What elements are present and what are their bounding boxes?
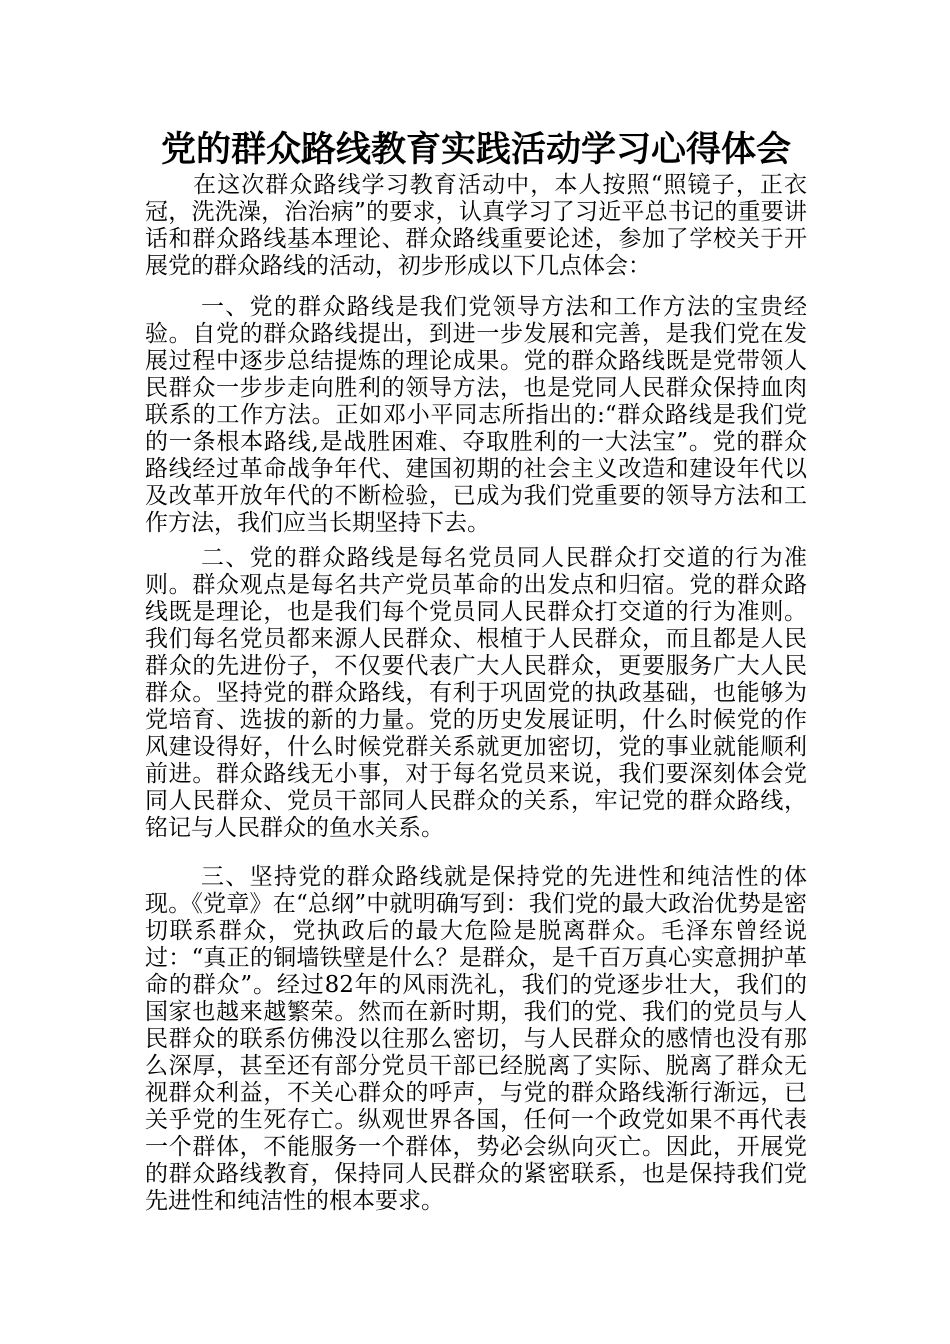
section-3-paragraph: 三、坚持党的群众路线就是保持党的先进性和纯洁性的体现。《党章》在“总纲”中就明确写到：我们党的最大政治优势是密切联系群众，党执政后的最大危险是脱离群众。毛泽东曾经说过：“真正的铜墙铁壁是什么？是群众，是千百万真心实意拥护革命的群众”。经过82年的风雨洗礼，我们的党逐步壮大，我们的国家也越来越繁荣。然而在新时期，我们的党、我们的党员与人民群众的联系仿佛没以往那么密切，与人民群众的感情也没有那么深厚，甚至还有部分党员干部已经脱离了实际、脱离了群众无视群众利益，不关心群众的呼声，与党的群众路线渐行渐远，已关乎党的生死存亡。纵观世界各国，任何一个政党如果不再代表一个群体，不能服务一个群体，势必会纵向灭亡。因此，开展党的群众路线教育，保持同人民群众的紧密联系，也是保持我们党先进性和纯洁性的根本要求。 [145,864,807,1214]
section-2-paragraph: 二、党的群众路线是每名党员同人民群众打交道的行为准则。群众观点是每名共产党员革命的出发点和归宿。党的群众路线既是理论，也是我们每个党员同人民群众打交道的行为准则。我们每名党员都来源人民群众、根植于人民群众，而且都是人民群众的先进份子，不仅要代表广大人民群众，更要服务广大人民群众。坚持党的群众路线，有利于巩固党的执政基础，也能够为党培育、选拔的新的力量。党的历史发展证明，什么时候党的作风建设得好，什么时候党群关系就更加密切，党的事业就能顺利前进。群众路线无小事，对于每名党员来说，我们要深刻体会党同人民群众、党员干部同人民群众的关系，牢记党的群众路线，铭记与人民群众的鱼水关系。 [145,545,807,841]
document-page [145,128,807,1215]
section-1-paragraph: 一、党的群众路线是我们党领导方法和工作方法的宝贵经验。自党的群众路线提出，到进一步发展和完善，是我们党在发展过程中逐步总结提炼的理论成果。党的群众路线既是党带领人民群众一步步走向胜利的领导方法，也是党同人民群众保持血肉联系的工作方法。正如邓小平同志所指出的:“群众路线是我们党的一条根本路线,是战胜困难、夺取胜利的一大法宝”。党的群众路线经过革命战争年代、建国初期的社会主义改造和建设年代以及改革开放年代的不断检验，已成为我们党重要的领导方法和工作方法，我们应当长期坚持下去。 [145,294,807,536]
document-title: 党的群众路线教育实践活动学习心得体会 [160,129,791,170]
intro-paragraph: 在这次群众路线学习教育活动中，本人按照“照镜子，正衣冠，洗洗澡，治治病”的要求，认真学习了习近平总书记的重要讲话和群众路线基本理论、群众路线重要论述，参加了学校关于开展党的群众路线的活动，初步形成以下几点体会： [145,172,807,279]
